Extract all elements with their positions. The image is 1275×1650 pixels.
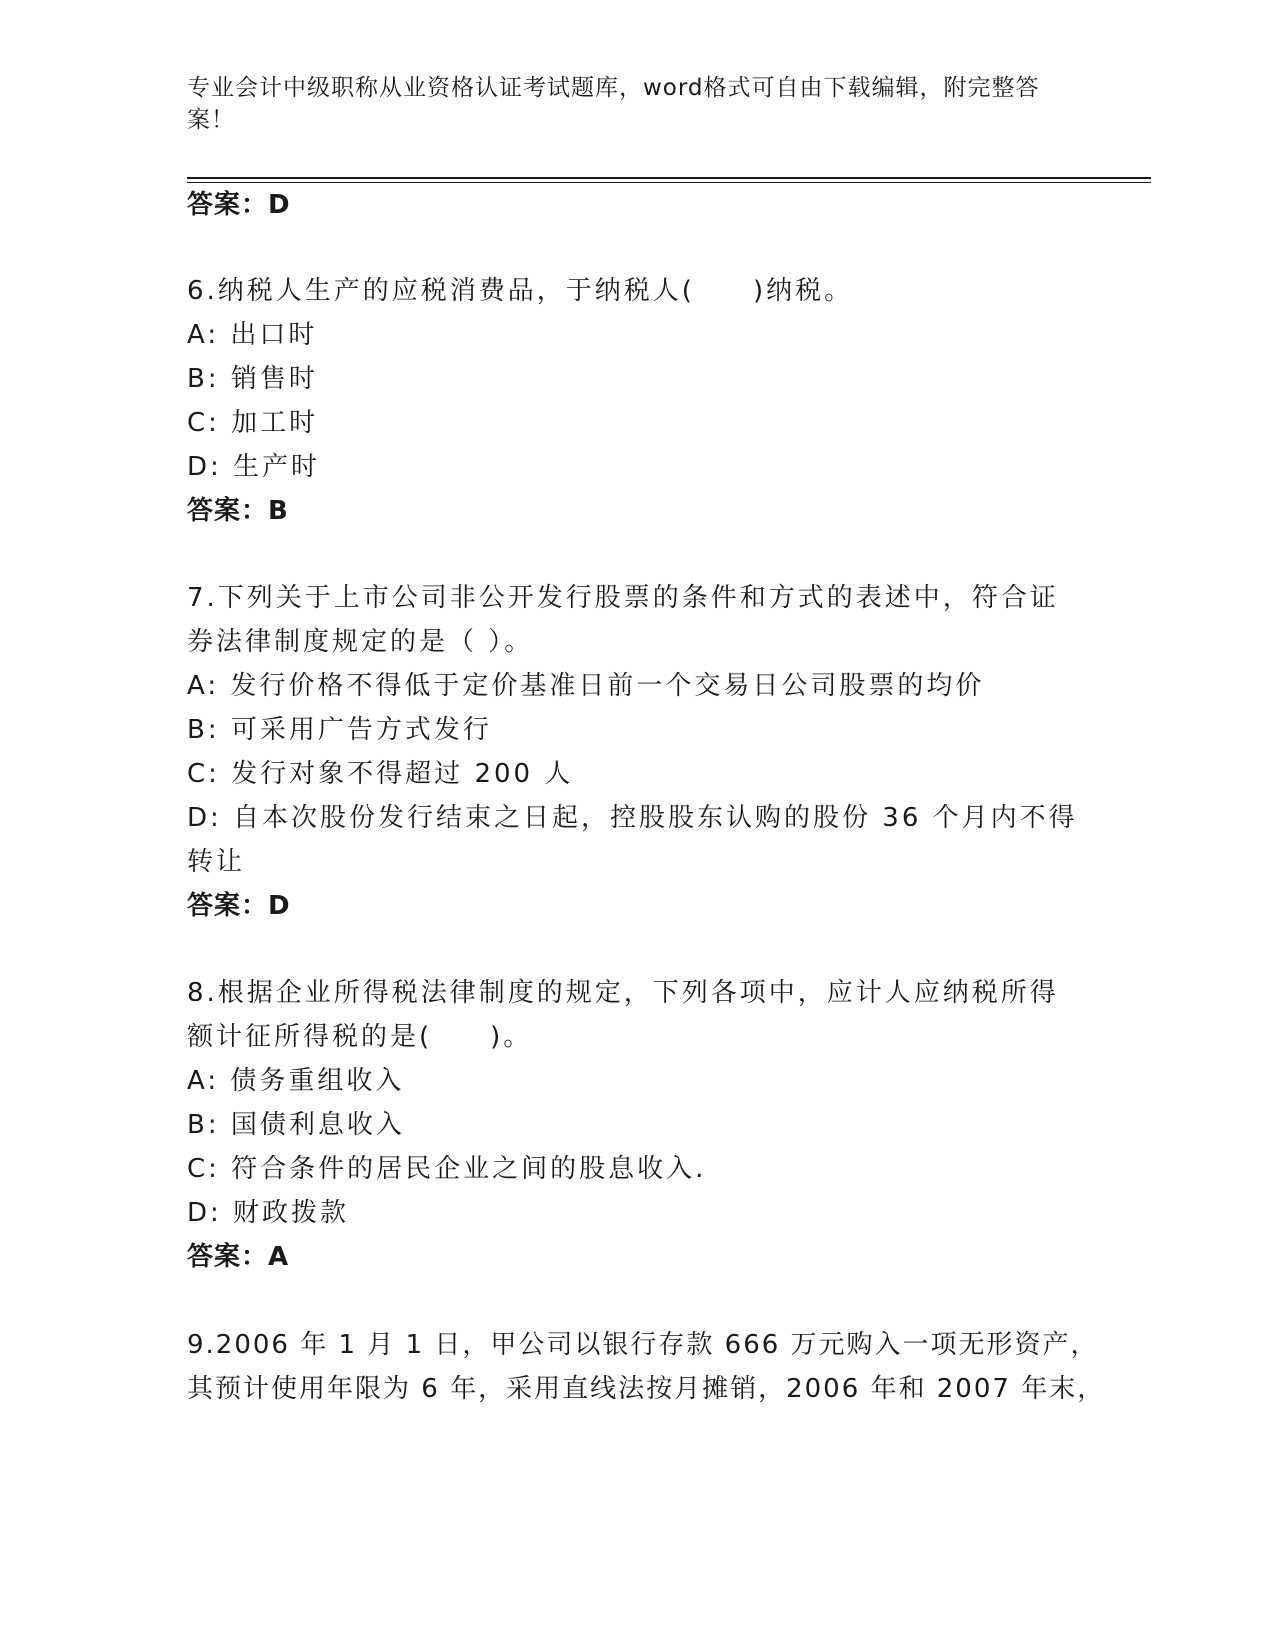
question-6-option-d: D: 生产时 (187, 452, 321, 482)
question-8-stem: 8.根据企业所得税法律制度的规定，下列各项中，应计人应纳税所得 (187, 978, 1059, 1008)
question-8-option-b: B: 国债利息收入 (187, 1110, 405, 1140)
answer-q8: 答案：A (187, 1242, 290, 1272)
question-9-stem: 9.2006 年 1 月 1 日，甲公司以银行存款 666 万元购入一项无形资产， (187, 1330, 1099, 1360)
answer-q7: 答案：D (187, 891, 291, 921)
page-header: 专业会计中级职称从业资格认证考试题库，word格式可自由下载编辑，附完整答案！ (187, 75, 1040, 133)
question-7-option-b: B: 可采用广告方式发行 (187, 715, 492, 745)
question-8-option-d: D: 财政拨款 (187, 1198, 350, 1228)
question-7-stem-cont: 券法律制度规定的是（ ）。 (187, 627, 534, 657)
question-6-option-a: A: 出口时 (187, 320, 318, 350)
question-7-option-c: C: 发行对象不得超过 200 人 (187, 759, 574, 789)
answer-q6: 答案：B (187, 496, 289, 526)
question-8-stem-cont: 额计征所得税的是( )。 (187, 1022, 533, 1052)
question-9-stem-cont: 其预计使用年限为 6 年，采用直线法按月摊销，2006 年和 2007 年末， (187, 1374, 1106, 1404)
header-divider-thin (187, 182, 1151, 183)
question-8-option-c: C: 符合条件的居民企业之间的股息收入. (187, 1154, 707, 1184)
header-divider (187, 177, 1151, 179)
question-6-option-b: B: 销售时 (187, 364, 318, 394)
question-6-stem: 6.纳税人生产的应税消费品，于纳税人( )纳税。 (187, 276, 854, 306)
question-7-option-d: D: 自本次股份发行结束之日起，控股股东认购的股份 36 个月内不得 (187, 803, 1078, 833)
question-8-option-a: A: 债务重组收入 (187, 1066, 405, 1096)
question-7-option-d-cont: 转让 (187, 847, 246, 877)
answer-q5: 答案：D (187, 190, 291, 220)
question-7-stem: 7.下列关于上市公司非公开发行股票的条件和方式的表述中，符合证 (187, 583, 1059, 613)
question-6-option-c: C: 加工时 (187, 408, 319, 438)
question-7-option-a: A: 发行价格不得低于定价基准日前一个交易日公司股票的均价 (187, 671, 985, 701)
